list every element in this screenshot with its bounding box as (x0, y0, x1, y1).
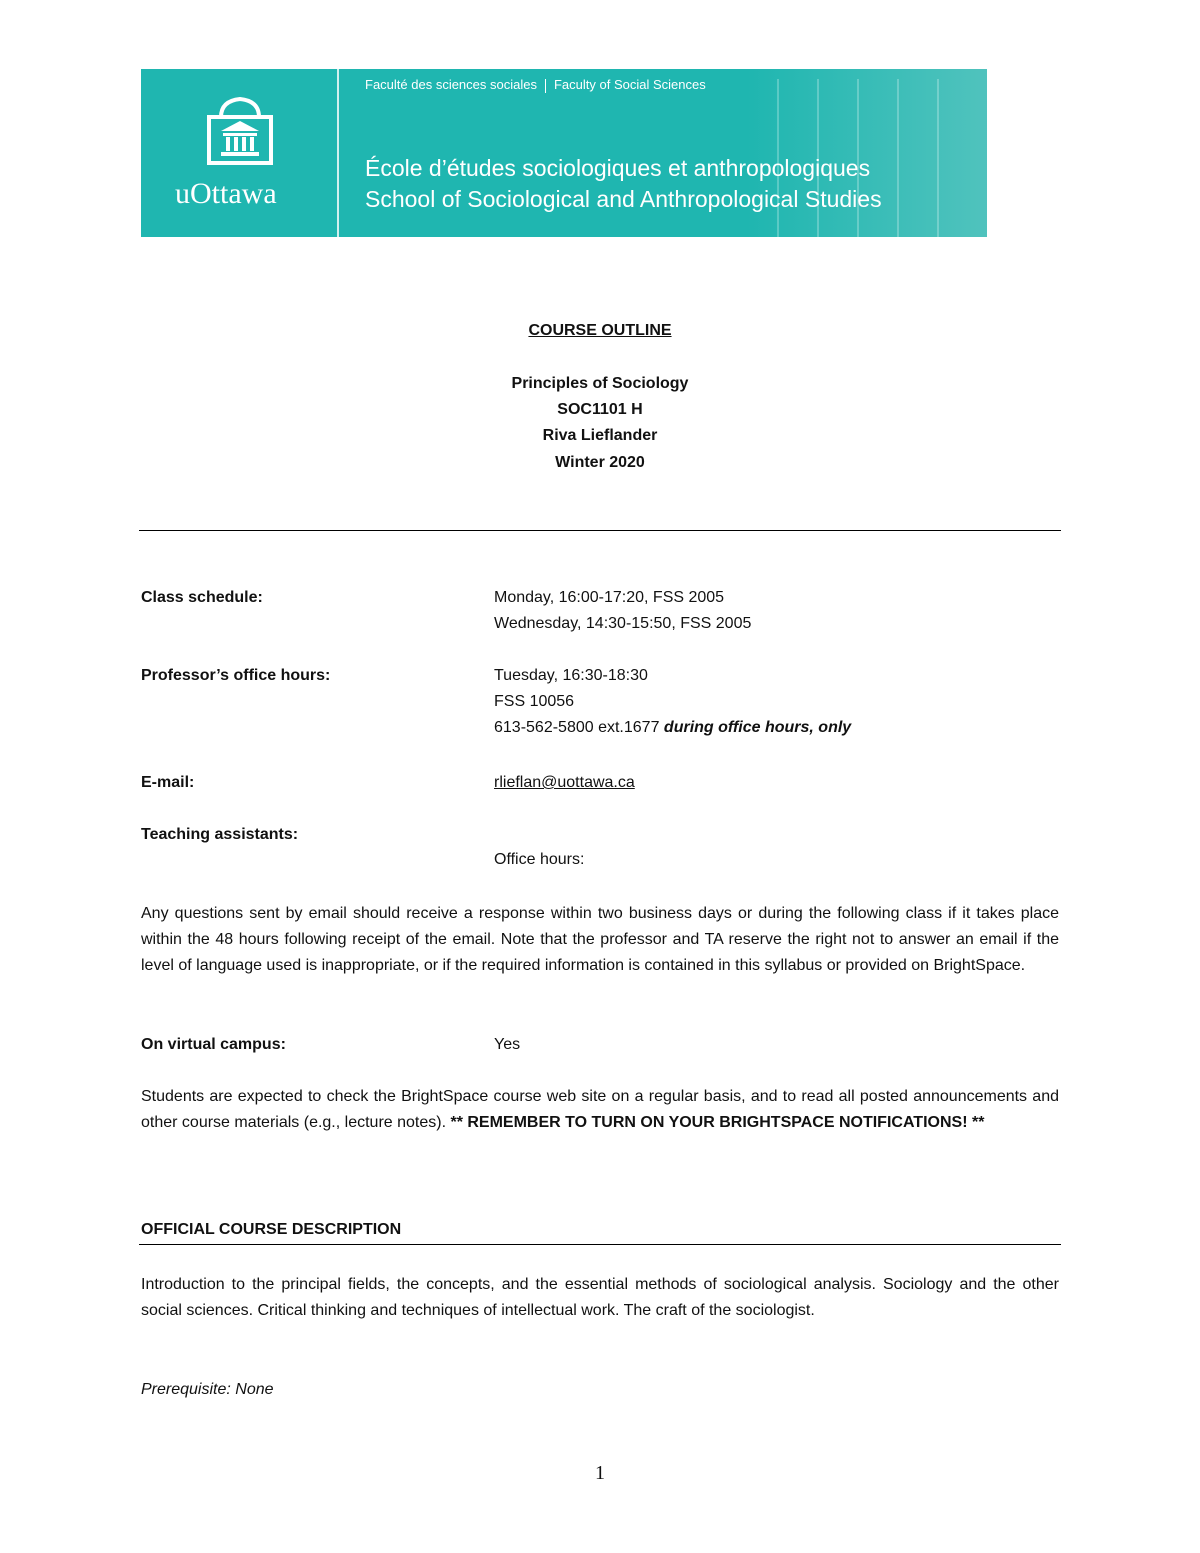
course-description-heading: OFFICIAL COURSE DESCRIPTION (141, 1221, 402, 1238)
class-schedule-wednesday: Wednesday, 14:30-15:50, FSS 2005 (494, 615, 752, 632)
faculty-name-fr: Faculté des sciences sociales (365, 77, 537, 92)
banner-divider (337, 69, 339, 237)
brightspace-text: Students are expected to check the BrightSpace course web site on a regular basis, and to read all posted announcements and other course materials (e.g., lecture notes). (141, 1088, 1059, 1131)
course-code: SOC1101 H (557, 401, 643, 418)
office-location: FSS 10056 (494, 693, 575, 710)
school-name-fr: École d’études sociologiques et anthropologiques (365, 155, 871, 181)
ta-label: Teaching assistants: (141, 826, 299, 843)
brightspace-paragraph (141, 1084, 1059, 1136)
class-schedule-monday: Monday, 16:00-17:20, FSS 2005 (494, 589, 725, 606)
faculty-names (365, 77, 706, 93)
course-description-text: Introduction to the principal fields, the concepts, and the essential methods of sociological analysis. Sociology and the other social sciences. Critical thinking and techniques of intellectual work. The craft of the sociologist. (141, 1276, 1059, 1319)
school-name-en: School of Sociological and Anthropological Studies (365, 186, 882, 212)
office-phone-line (494, 719, 851, 737)
university-building-icon (207, 97, 273, 165)
faculty-name-en: Faculty of Social Sciences (553, 77, 706, 92)
office-hours-label: Professor’s office hours: (141, 667, 331, 684)
ta-office-hours: Office hours: (494, 851, 585, 868)
term: Winter 2020 (555, 454, 645, 471)
school-names (365, 153, 882, 215)
course-name: Principles of Sociology (511, 375, 689, 392)
document-title: COURSE OUTLINE (528, 322, 672, 339)
instructor-name: Riva Lieflander (542, 427, 658, 444)
faculty-banner (141, 69, 987, 237)
office-hours-time: Tuesday, 16:30-18:30 (494, 667, 648, 684)
class-schedule-label: Class schedule: (141, 589, 263, 606)
prerequisite: Prerequisite: None (141, 1381, 274, 1398)
email-policy-paragraph: Any questions sent by email should receive a response within two business days or during the following class if it takes place within the 48 hours following receipt of the email. Note that the professor and TA reserve the right not to answer an email if the level of language used is inappropriate, or if the required information is contained in this syllabus or provided on BrightSpace. (141, 905, 1059, 974)
office-phone: 613-562-5800 ext.1677 (494, 719, 660, 736)
page-number: 1 (595, 1462, 605, 1484)
office-phone-note: during office hours, only (663, 719, 852, 736)
email-link[interactable]: rlieflan@uottawa.ca (494, 774, 635, 791)
virtual-campus-label: On virtual campus: (141, 1036, 286, 1053)
section-divider (139, 530, 1061, 531)
virtual-campus-value: Yes (494, 1036, 521, 1053)
brightspace-reminder: ** REMEMBER TO TURN ON YOUR BRIGHTSPACE NOTIFICATIONS! ** (450, 1114, 985, 1131)
email-label: E-mail: (141, 774, 195, 791)
uottawa-logo-text: uOttawa (175, 177, 277, 210)
description-heading-rule (139, 1244, 1061, 1245)
